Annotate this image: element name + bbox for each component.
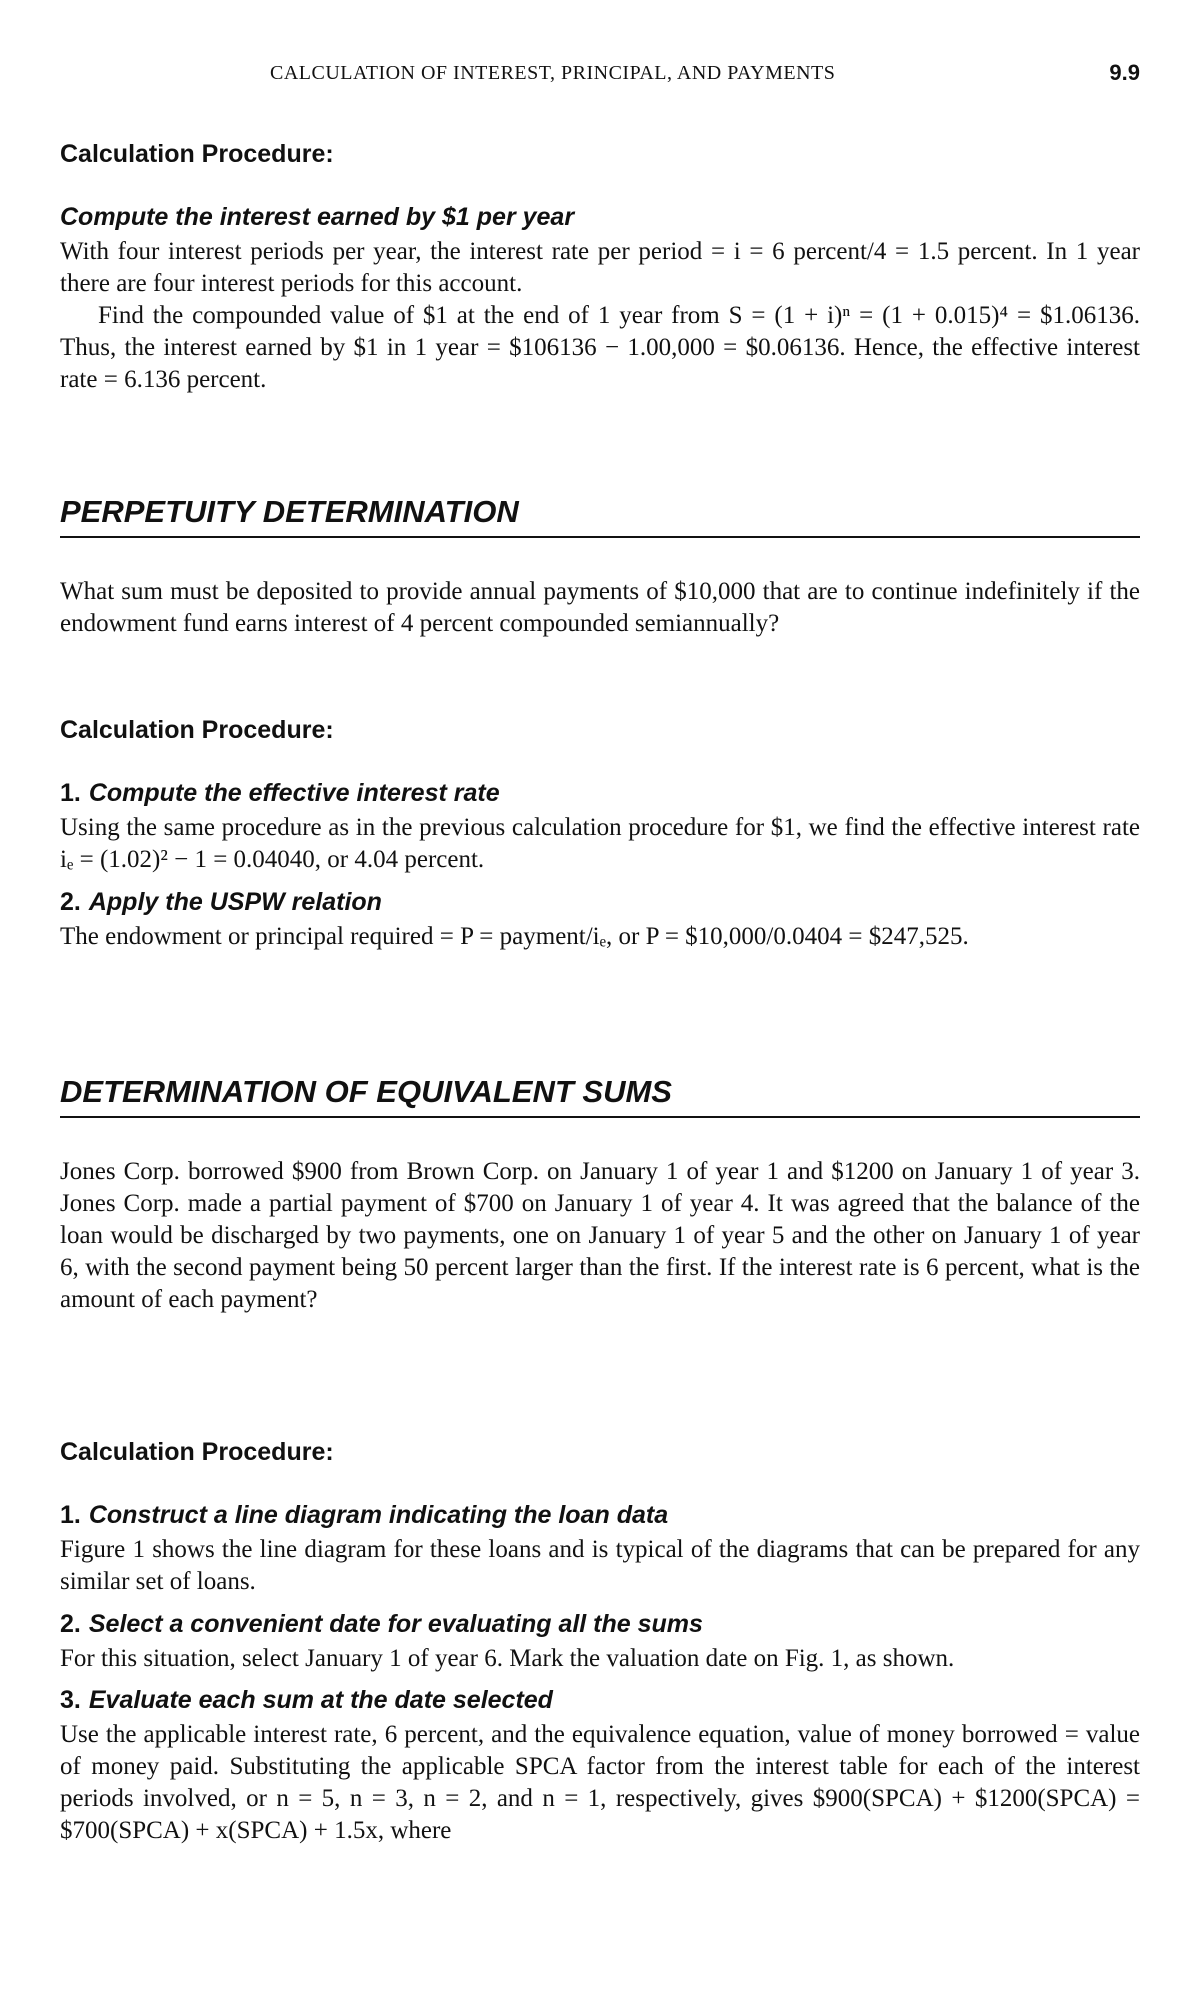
step-title: Evaluate each sum at the date selected bbox=[88, 1686, 553, 1714]
paragraph: The endowment or principal required = P = payment/iₑ, or P = $10,000/0.0404 = $247,525. bbox=[60, 923, 969, 950]
paragraph-block bbox=[60, 236, 1140, 396]
step-heading: Compute the interest earned by $1 per year bbox=[60, 203, 575, 231]
step-title: Compute the effective interest rate bbox=[88, 779, 500, 807]
step-title: Construct a line diagram indicating the loan data bbox=[88, 1501, 669, 1529]
page-number: 9.9 bbox=[1109, 60, 1140, 85]
paragraph: Find the compounded value of $1 at the end of 1 year from S = (1 + i)ⁿ = (1 + 0.015)⁴ = $1.06136. Thus, the interest earned by $1 in 1 year = $106136 − 1.00,000 = $0.06136. Hence, the effective interest rate = 6.136 percent. bbox=[60, 302, 1140, 393]
step-text-block bbox=[60, 1643, 1140, 1675]
step-number: 1. bbox=[60, 1501, 81, 1529]
step-number: 3. bbox=[60, 1686, 81, 1714]
paragraph: Figure 1 shows the line diagram for these loans and is typical of the diagrams that can be prepared for any similar set of loans. bbox=[60, 1536, 1140, 1595]
paragraph: For this situation, select January 1 of year 6. Mark the valuation date on Fig. 1, as shown. bbox=[60, 1645, 955, 1672]
paragraph: With four interest periods per year, the interest rate per period = i = 6 percent/4 = 1.5 percent. In 1 year there are four interest periods for this account. bbox=[60, 238, 1140, 297]
paragraph: Use the applicable interest rate, 6 percent, and the equivalence equation, value of money borrowed = value of money paid. Substituting the applicable SPCA factor from the interest table for each of the interest periods involved, or n = 5, n = 3, n = 2, and n = 1, respectively, gives $900(SPCA) + $1200(SPCA) = $700(SPCA) + x(SPCA) + 1.5x, where bbox=[60, 1721, 1140, 1844]
step-number: 2. bbox=[60, 1610, 81, 1638]
step-number: 1. bbox=[60, 779, 81, 807]
step-heading bbox=[60, 1501, 668, 1530]
step-heading bbox=[60, 779, 500, 808]
problem-statement bbox=[60, 576, 1140, 640]
step-heading bbox=[60, 888, 382, 917]
paragraph: Jones Corp. borrowed $900 from Brown Corp. on January 1 of year 1 and $1200 on January 1 of year 3. Jones Corp. made a partial payment of $700 on January 1 of year 4. It was agreed that the balance of the loan would be discharged by two payments, one on January 1 of year 5 and the other on January 1 of year 6, with the second payment being 50 percent larger than the first. If the interest rate is 6 percent, what is the amount of each payment? bbox=[60, 1158, 1140, 1313]
step-text-block bbox=[60, 921, 1140, 953]
step-number: 2. bbox=[60, 888, 81, 916]
step-title: Apply the USPW relation bbox=[88, 888, 382, 916]
step-text-block bbox=[60, 1719, 1140, 1847]
step-heading bbox=[60, 1610, 703, 1639]
calculation-procedure-heading: Calculation Procedure: bbox=[60, 1438, 334, 1466]
running-title: CALCULATION OF INTEREST, PRINCIPAL, AND PAYMENTS bbox=[270, 62, 836, 84]
paragraph: Using the same procedure as in the previous calculation procedure for $1, we find the effective interest rate iₑ = (1.02)² − 1 = 0.04040, or 4.04 percent. bbox=[60, 814, 1140, 873]
step-title: Select a convenient date for evaluating all the sums bbox=[88, 1610, 703, 1638]
step-text-block bbox=[60, 1534, 1140, 1598]
problem-statement bbox=[60, 1156, 1140, 1316]
calculation-procedure-heading: Calculation Procedure: bbox=[60, 140, 334, 168]
step-text-block bbox=[60, 812, 1140, 876]
calculation-procedure-heading: Calculation Procedure: bbox=[60, 716, 334, 744]
step-heading bbox=[60, 1686, 553, 1715]
running-header bbox=[60, 62, 1140, 92]
section-heading-perpetuity: PERPETUITY DETERMINATION bbox=[60, 494, 1140, 538]
paragraph: What sum must be deposited to provide annual payments of $10,000 that are to continue indefinitely if the endowment fund earns interest of 4 percent compounded semiannually? bbox=[60, 578, 1140, 637]
section-heading-equivalent-sums: DETERMINATION OF EQUIVALENT SUMS bbox=[60, 1074, 1140, 1118]
